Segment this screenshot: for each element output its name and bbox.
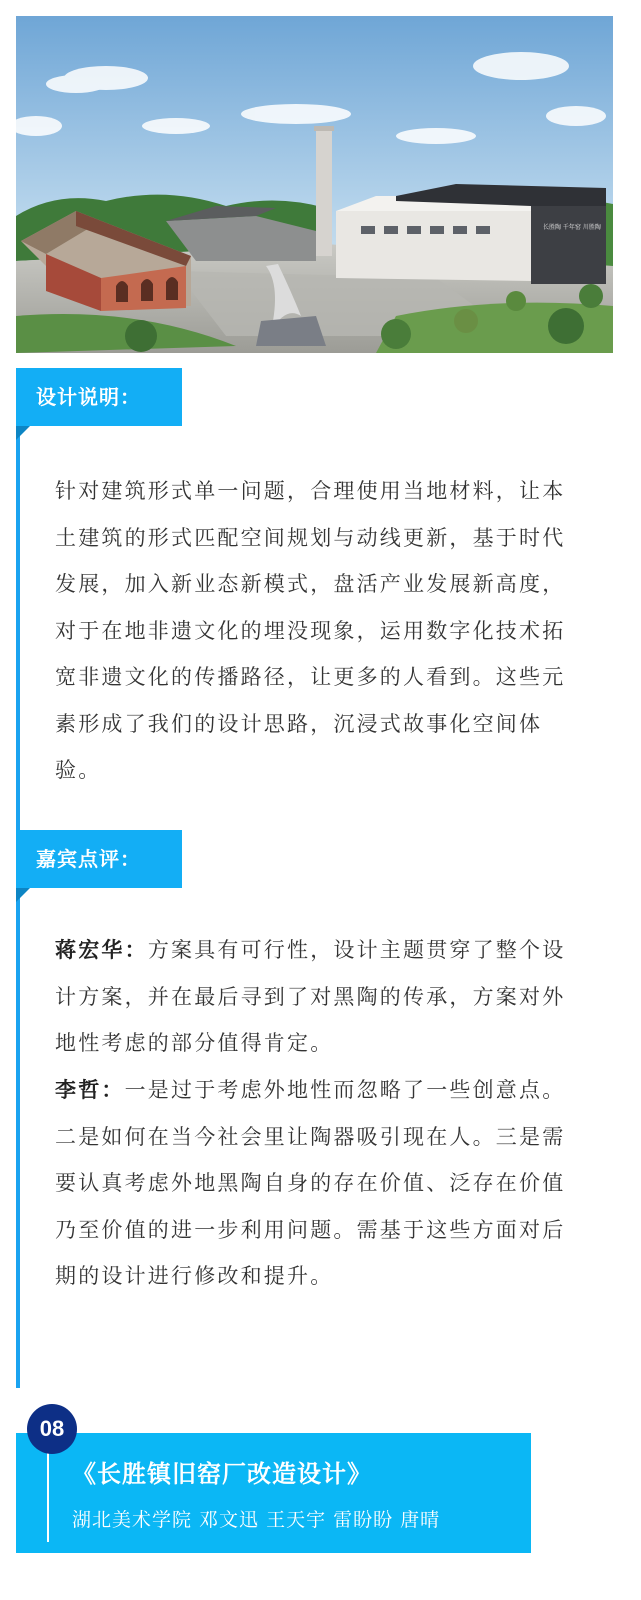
review-text: 方案具有可行性，设计主题贯穿了整个设计方案，并在最后寻到了对黑陶的传承，方案对外地性考虑的部分值得肯定。: [55, 938, 566, 1055]
heading-fold: [16, 888, 30, 902]
review-comment: [55, 927, 585, 1067]
reviewer-name: 李哲：: [55, 1078, 125, 1102]
building-signage: 长胜陶 千年窑 川胜陶: [543, 224, 601, 231]
review-heading: 嘉宾点评：: [16, 830, 182, 888]
heading-fold: [16, 426, 30, 440]
project-card: [16, 1433, 531, 1553]
project-title: 《长胜镇旧窑厂改造设计》: [72, 1460, 372, 1488]
design-description: 针对建筑形式单一问题，合理使用当地材料，让本土建筑的形式匹配空间规划与动线更新，基于时代发展，加入新业态新模式，盘活产业发展新高度，对于在地非遗文化的埋没现象，运用数字化技术拓宽非遗文化的传播路径，让更多的人看到。这些元素形成了我们的设计思路，沉浸式故事化空间体验。: [55, 479, 566, 782]
design-heading: 设计说明：: [16, 368, 182, 426]
project-number-badge: 08: [27, 1404, 77, 1454]
hero-image: [16, 16, 613, 353]
review-text: 一是过于考虑外地性而忽略了一些创意点。二是如何在当今社会里让陶器吸引现在人。三是需要认真考虑外地黑陶自身的存在价值、泛存在价值乃至价值的进一步利用问题。需基于这些方面对后期的设计进行修改和提升。: [55, 1078, 566, 1288]
review-comment: [55, 1067, 585, 1300]
reviewer-name: 蒋宏华：: [55, 938, 148, 962]
project-authors: 湖北美术学院 邓文迅 王天宇 雷盼盼 唐晴: [72, 1509, 441, 1531]
